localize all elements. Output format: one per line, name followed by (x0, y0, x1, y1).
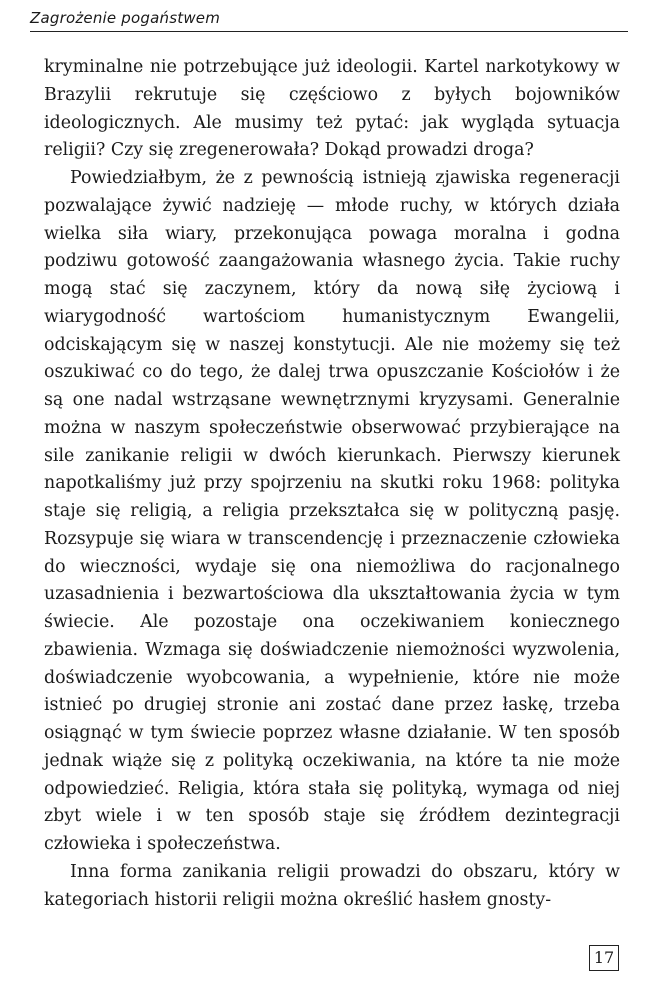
page-number: 17 (589, 945, 619, 971)
running-header (30, 8, 628, 32)
paragraph-continuation: kryminalne nie potrzebujące już ideologii. Kartel narkotykowy w Brazylii rekrutuje się częściowo z byłych bojowników ideologicznych. Ale musimy też pytać: jak wygląda sytuacja religii? Czy się zregenerowała? Dokąd prowadzi droga? (44, 57, 620, 161)
paragraph: Inna forma zanikania religii prowadzi do obszaru, który w kategoriach historii religii można określić hasłem gnosty- (44, 861, 620, 910)
body-text (44, 54, 620, 914)
paragraph: Powiedziałbym, że z pewnością istnieją zjawiska regeneracji pozwalające żywić nadzieję — młode ruchy, w których działa wielka siła wiary, przekonująca powaga moralna i godna podziwu gotowość zaangażowania własnego życia. Takie ruchy mogą stać się zaczynem, który da nową siłę życiową i wiarygodność wartościom humanistycznym Ewangelii, odciskającym się w naszej konstytucji. Ale nie możemy się też oszukiwać co do tego, że dalej trwa opuszczanie Kościołów i że są one nadal wstrząsane wewnętrznymi kryzysami. Generalnie można w naszym społeczeństwie obserwować przybierające na sile zanikanie religii w dwóch kierunkach. Pierwszy kierunek napotkaliśmy już przy spojrzeniu na skutki roku 1968: polityka staje się religią, a religia przekształca się w polityczną pasję. Rozsypuje się wiara w transcendencję i przeznaczenie człowieka do wieczności, wydaje się ona niemożliwa do racjonalnego uzasadnienia i bezwartościowa dla ukształtowania życia w tym świecie. Ale pozostaje ona oczekiwaniem koniecznego zbawienia. Wzmaga się doświadczenie niemożności wyzwolenia, doświadczenie wyobcowania, a wypełnienie, które nie może istnieć po drugiej stronie ani zostać dane przez łaskę, trzeba osiągnąć w tym świecie poprzez własne działanie. W ten sposób jednak wiąże się z polityką oczekiwania, na które ta nie może odpowiedzieć. Religia, która stała się polityką, wymaga od niej zbyt wiele i w ten sposób staje się źródłem dezintegracji człowieka i społeczeństwa. (44, 168, 620, 854)
running-title: Zagrożenie pogaństwem (30, 9, 221, 27)
